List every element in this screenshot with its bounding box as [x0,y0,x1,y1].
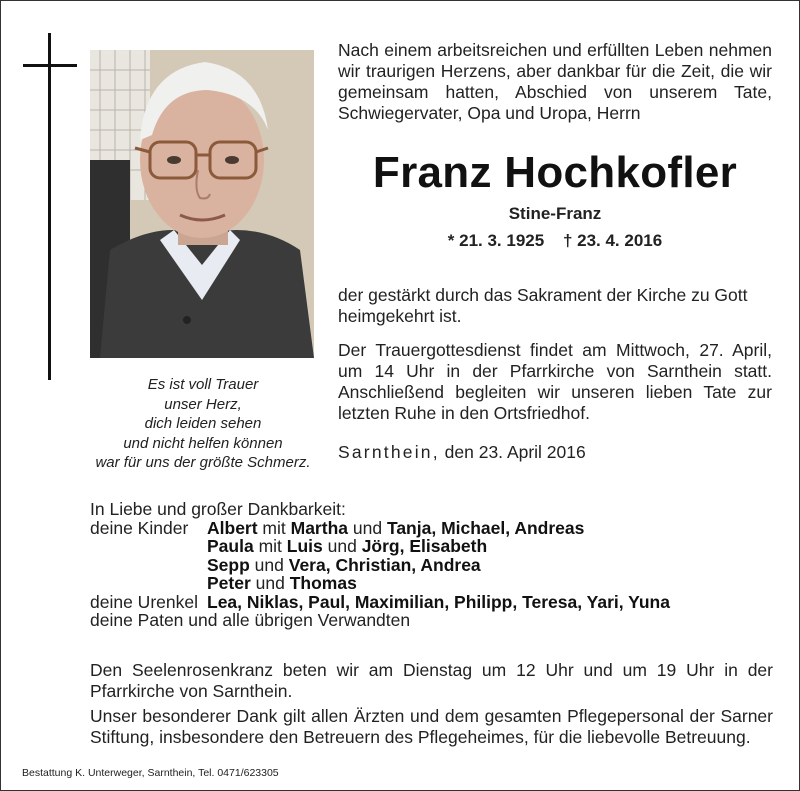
verse-line: war für uns der größte Schmerz. [95,454,311,471]
thanks-text: Unser besonderer Dank gilt allen Ärzten und dem gesamten Pflegepersonal der Sarner Stiftung, insbesondere den Betreuern des Pflegeheimes, für die liebevolle Betreuung. [90,706,773,747]
place: Sarnthein, [338,442,440,462]
list-item: Peter und Thomas [207,573,357,593]
funeral-home-footer: Bestattung K. Unterweger, Sarnthein, Tel. 0471/623305 [22,767,279,779]
great-grandchildren-label: deine Urenkel [90,591,198,612]
cross-icon-bar [23,64,77,67]
death-date: † 23. 4. 2016 [562,231,663,250]
rosary-text: Den Seelenrosenkranz beten wir am Dienstag um 12 Uhr und um 19 Uhr in der Pfarrkirche von Sarnthein. [90,660,773,701]
verse-line: Es ist voll Trauer [147,376,259,393]
great-grandchildren: Lea, Niklas, Paul, Maximilian, Philipp, Teresa, Yari, Yuna [207,591,670,612]
family-list [90,500,780,630]
memorial-verse [88,375,318,473]
cross-icon [48,33,51,380]
birth-date: * 21. 3. 1925 [447,231,545,250]
list-item: Sepp und Vera, Christian, Andrea [207,554,481,575]
verse-line: dich leiden sehen [144,415,262,432]
other-relatives: deine Paten und alle übrigen Verwandten [90,610,411,630]
verse-line: und nicht helfen können [123,434,283,452]
list-item: Paula mit Luis und Jörg, Elisabeth [207,536,488,556]
deceased-name: Franz Hochkofler [372,148,738,197]
service-text: Der Trauergottesdienst findet am Mittwoch, 27. April, um 14 Uhr in der Pfarrkirche von Sarnthein statt. Anschließend begleiten wir unseren lieben Tate zur letzten Ruhe in den Ortsfriedhof. [338,340,772,423]
family-heading: In Liebe und großer Dankbarkeit: [90,499,346,519]
date: den 23. April 2016 [444,442,586,462]
portrait-photo [90,50,314,358]
nickname: Stine-Franz [508,204,602,223]
children-label: deine Kinder [90,517,189,538]
intro-text: Nach einem arbeitsreichen und erfüllten Leben nehmen wir traurigen Herzens, aber dankbar für die Zeit, die wir gemeinsam hatten, Abschied von unserem Tate, Schwiegervater, Opa und Uropa, Herrn [338,40,772,123]
verse-line: unser Herz, [164,395,242,413]
list-item: deine Kinder Albert mit Martha und Tanja, Michael, Andreas [90,517,585,538]
place-date [338,442,586,463]
sacrament-text: der gestärkt durch das Sakrament der Kirche zu Gott heimgekehrt ist. [338,285,748,326]
list-item [90,593,780,612]
life-dates [338,231,772,251]
